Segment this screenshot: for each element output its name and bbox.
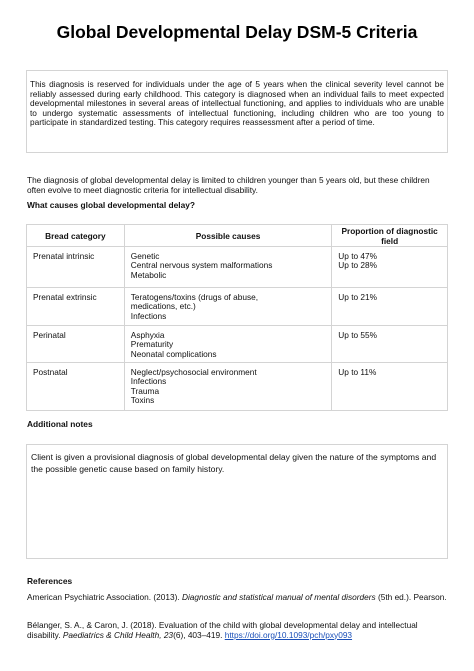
cause-item: Teratogens/toxins (drugs of abuse, xyxy=(130,292,259,302)
reference-text: (5th ed.). Pearson. xyxy=(375,592,447,602)
proportion-cell xyxy=(332,326,448,363)
column-header-category: Bread category xyxy=(27,225,125,247)
cause-item: Trauma xyxy=(130,385,160,396)
age-limit-paragraph: The diagnosis of global developmental delay is limited to children younger than 5 years old, but these children often evolve to meet diagnostic criteria for intellectual disability. xyxy=(27,175,430,195)
cause-item: Neonatal complications xyxy=(130,348,217,359)
cause-item: Neglect/psychosocial environment xyxy=(130,367,257,377)
reference-text: (6), 403–419. xyxy=(173,629,225,640)
proportion-item: Up to 28% xyxy=(338,260,378,271)
category-cell: Prenatal extrinsic xyxy=(27,288,125,326)
notes-heading: Additional notes xyxy=(27,419,93,429)
proportion-cell xyxy=(332,363,448,411)
column-header-causes: Possible causes xyxy=(124,225,332,247)
table-row xyxy=(27,363,448,411)
cause-item: Infections xyxy=(130,376,167,387)
reference-text: American Psychiatric Association. (2013). xyxy=(27,592,182,602)
cause-item: Prematurity xyxy=(130,339,174,350)
page-title: Global Developmental Delay DSM-5 Criteria xyxy=(56,22,418,42)
causes-cell xyxy=(124,363,332,411)
references-heading: References xyxy=(27,576,73,586)
cause-item: Metabolic xyxy=(130,269,167,280)
reference-item xyxy=(27,621,447,640)
table-row xyxy=(27,247,448,288)
table-header-row xyxy=(27,225,448,247)
category-cell: Perinatal xyxy=(27,326,125,363)
cause-item: Genetic xyxy=(130,251,160,261)
causes-cell xyxy=(124,326,332,363)
reference-journal: Paediatrics & Child Health, 23 xyxy=(62,629,174,640)
proportion-cell xyxy=(332,288,448,326)
reference-item xyxy=(27,593,447,603)
category-cell: Prenatal intrinsic xyxy=(27,247,125,288)
causes-table xyxy=(26,224,448,411)
cause-item: Asphyxia xyxy=(130,330,165,340)
reference-title: Diagnostic and statistical manual of mental disorders xyxy=(181,592,376,602)
proportion-item: Up to 55% xyxy=(338,330,378,340)
causes-cell xyxy=(124,288,332,326)
category-cell: Postnatal xyxy=(27,363,125,411)
doi-link[interactable]: https://doi.org/10.1093/pch/pxy093 xyxy=(224,629,353,640)
cause-item: Toxins xyxy=(130,395,155,406)
intro-text: This diagnosis is reserved for individuals under the age of 5 years when the clinical severity level cannot be reliably assessed during early childhood. This category is diagnosed when an individual fails to meet expected developmental milestones in several areas of intellectual functioning, and applies to individuals who are unable to undergo systematic assessments of intellectual functioning, including children who are too young to participate in standardized testing. This category requires reassessment after a period of time. xyxy=(30,79,444,128)
table-row xyxy=(27,326,448,363)
proportion-item: Up to 47% xyxy=(338,251,378,261)
column-header-proportion: Proportion of diagnostic field xyxy=(332,225,448,247)
table-row xyxy=(27,288,448,326)
cause-item: Central nervous system malformations xyxy=(130,260,273,271)
reference-text: Bélanger, S. A., & Caron, J. (2018). Evaluation of the child with global developmental delay and intellectual disability. xyxy=(27,620,418,640)
proportion-item: Up to 11% xyxy=(338,367,377,377)
cause-item: Infections xyxy=(130,310,167,321)
intro-box xyxy=(26,70,448,153)
proportion-cell xyxy=(332,247,448,288)
notes-box[interactable] xyxy=(26,444,448,559)
cause-item: medications, etc.) xyxy=(130,301,196,312)
causes-cell xyxy=(124,247,332,288)
proportion-item: Up to 21% xyxy=(338,292,378,302)
causes-heading: What causes global developmental delay? xyxy=(27,200,196,210)
notes-text: Client is given a provisional diagnosis of global developmental delay given the nature of the symptoms and the possible genetic cause based on family history. xyxy=(31,452,437,474)
